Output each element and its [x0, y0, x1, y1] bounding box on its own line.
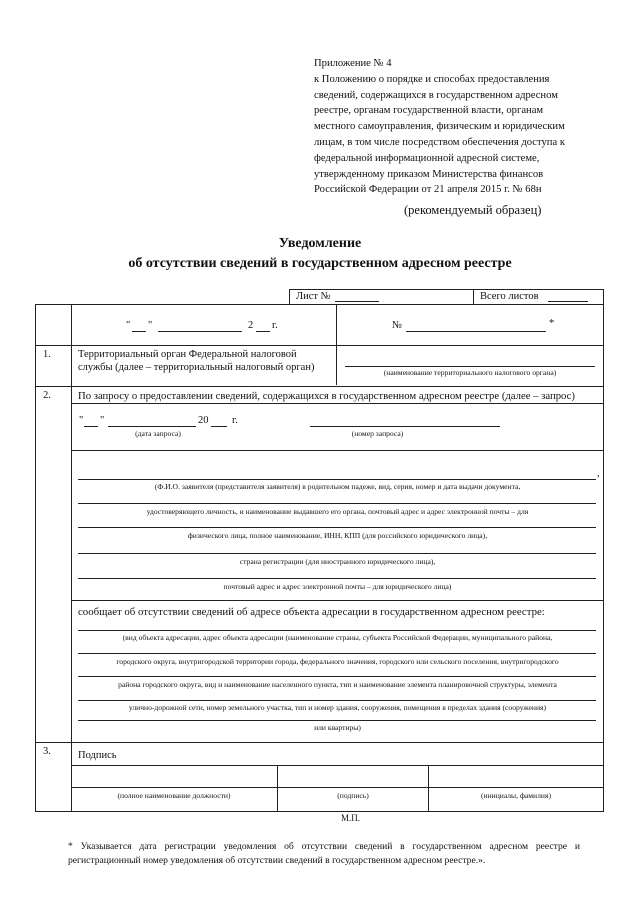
request-date-quote-close: " — [100, 415, 105, 426]
document-subtitle: об отсутствии сведений в государственном адресном реестре — [128, 256, 512, 271]
row1-text-2: службы (далее – территориальный налоговый орган) — [78, 362, 315, 373]
object-field-1[interactable] — [78, 630, 596, 631]
date-quote-open: " — [126, 320, 131, 331]
day-field[interactable] — [132, 331, 146, 332]
object-caption-4: улично-дорожной сети, номер земельного участка, тип и номер здания, сооружения, помещения в пределах здания (сооружения) — [128, 703, 547, 712]
tax-authority-caption: (наименование территориального налогового органа) — [383, 368, 557, 377]
year-suffix: г. — [272, 320, 278, 331]
applicant-field-5[interactable] — [78, 578, 596, 579]
appendix-line-1: к Положению о порядке и способах предоставления — [314, 73, 550, 85]
object-field-5[interactable] — [78, 720, 596, 721]
tax-authority-field[interactable] — [345, 366, 595, 367]
document-title: Уведомление — [278, 236, 362, 251]
stamp-placeholder: М.П. — [341, 813, 361, 823]
applicant-comma: , — [597, 468, 600, 479]
request-number-field[interactable] — [310, 426, 500, 427]
appendix-line-7: утвержденному приказом Министерства финансов — [314, 168, 544, 180]
object-field-2[interactable] — [78, 653, 596, 654]
applicant-field-2[interactable] — [78, 503, 596, 504]
position-caption: (полное наименование должности) — [117, 791, 231, 800]
applicant-caption-1: (Ф.И.О. заявителя (представителя заявителя) в родительном падеже, вид, серия, номер и дата выдачи документа, — [154, 482, 521, 491]
applicant-field-4[interactable] — [78, 553, 596, 554]
request-date-caption: (дата запроса) — [135, 429, 181, 438]
request-day-field[interactable] — [84, 426, 98, 427]
date-quote-close: " — [148, 320, 153, 331]
month-field[interactable] — [158, 331, 242, 332]
year-field[interactable] — [256, 331, 270, 332]
object-field-4[interactable] — [78, 700, 596, 701]
sheet-number-field[interactable] — [335, 301, 379, 302]
appendix-number: Приложение № 4 — [314, 58, 392, 69]
recommended-sample: (рекомендуемый образец) — [404, 203, 542, 217]
applicant-field-1[interactable] — [78, 479, 596, 480]
name-field[interactable] — [429, 766, 603, 787]
object-caption-1: (вид объекта адресации, адрес объекта адресации (наименование страны, субъекта Российской Федерации, муниципального района, — [122, 633, 553, 642]
appendix-line-5: лицам, в том числе посредством обеспечения доступа к — [314, 136, 565, 148]
appendix-block — [314, 56, 604, 198]
request-year-field[interactable] — [211, 426, 227, 427]
applicant-caption-4: страна регистрации (для иностранного юридического лица), — [239, 557, 436, 566]
request-month-field[interactable] — [108, 426, 196, 427]
sheet-number-label: Лист № — [296, 291, 331, 302]
appendix-line-8: Российской Федерации от 21 апреля 2015 г. № 68н — [314, 184, 542, 196]
asterisk-mark: * — [549, 318, 555, 329]
appendix-line-4: местного самоуправления, физическим и юридическим — [314, 121, 565, 133]
object-field-3[interactable] — [78, 676, 596, 677]
applicant-caption-3: физического лица, полное наименование, ИНН, КПП (для российского юридического лица), — [187, 531, 488, 540]
position-field[interactable] — [71, 766, 277, 787]
signature-label: Подпись — [78, 750, 117, 761]
row3-number: 3. — [43, 746, 51, 757]
notice-number-field[interactable] — [406, 331, 546, 332]
object-caption-2: городского округа, внутригородской территории города, федерального значения, городского или сельского поселения, внутригородского — [116, 657, 559, 666]
appendix-line-3: реестре, органам государственной власти, органам — [314, 105, 544, 117]
total-sheets-field[interactable] — [548, 301, 588, 302]
name-caption: (инициалы, фамилия) — [480, 791, 551, 800]
row1-number: 1. — [43, 349, 51, 360]
object-caption-3: района городского округа, вид и наименование населенного пункта, тип и наименование элемента планировочной структуры, элемента — [118, 680, 557, 689]
request-year-suffix: г. — [232, 415, 238, 426]
footnote: * Указывается дата регистрации уведомления об отсутствии сведений в государственном адресном реестре и регистрационный номер уведомления об отсутствии сведений в государственном адресном реестре.». — [68, 841, 580, 866]
request-text: По запросу о предоставлении сведений, содержащихся в государственном адресном реестре (далее – запрос) — [78, 390, 575, 402]
request-date-quote: " — [79, 415, 84, 426]
signature-caption: (подпись) — [337, 791, 369, 800]
signature-field[interactable] — [278, 766, 428, 787]
notice-number-label: № — [392, 320, 403, 331]
applicant-caption-2: удостоверяющего личность, и наименование выдавшего его органа, почтовый адрес и адрес электронной почты – для — [146, 507, 529, 516]
object-caption-5: или квартиры) — [314, 723, 361, 732]
applicant-caption-5: почтовый адрес и адрес электронной почты – для юридического лица) — [223, 582, 452, 591]
year-prefix: 2 — [248, 320, 254, 331]
report-text: сообщает об отсутствии сведений об адресе объекта адресации в государственном адресном реестре: — [78, 606, 545, 618]
total-sheets-label: Всего листов — [480, 291, 539, 302]
request-number-caption: (номер запроса) — [351, 429, 404, 438]
row1-text-1: Территориальный орган Федеральной налоговой — [78, 349, 297, 360]
appendix-line-6: федеральной информационной адресной системе, — [314, 152, 540, 164]
appendix-line-2: сведений, содержащихся в государственном адресном — [314, 89, 558, 101]
row2-number: 2. — [43, 390, 51, 401]
applicant-field-3[interactable] — [78, 527, 596, 528]
request-year-prefix: 20 — [198, 415, 209, 426]
